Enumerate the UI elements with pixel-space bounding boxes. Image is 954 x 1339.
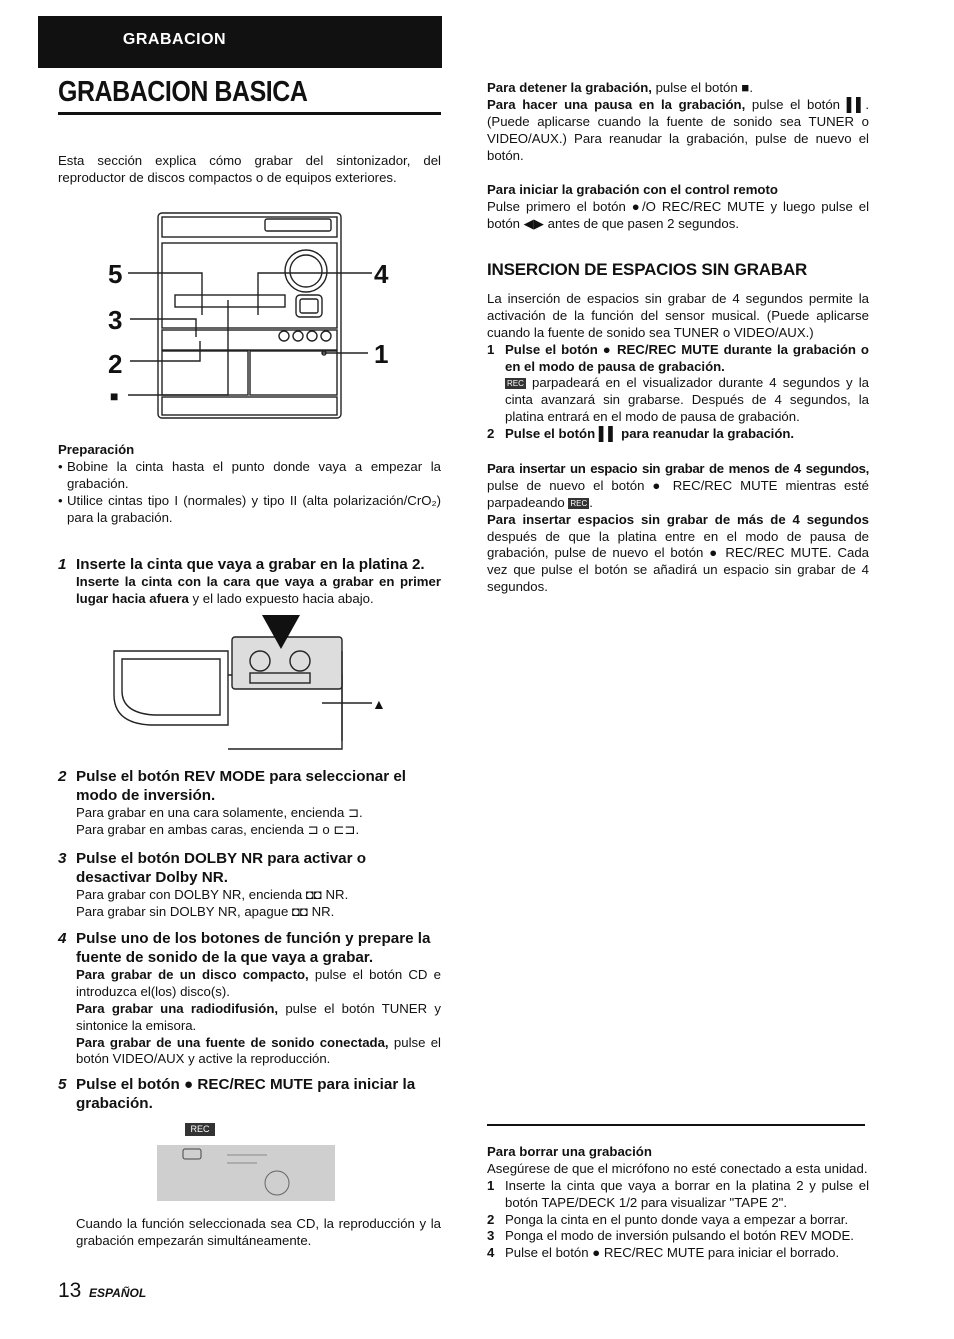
step-4 [58,929,441,1068]
preparation-bullet: • Bobine la cinta hasta el punto donde vaya a empezar la grabación. [58,458,441,491]
borrar-step: 4 Pulse el botón ● REC/REC MUTE para iniciar el borrado. [487,1245,840,1261]
more-than-4-paragraph: Para insertar espacios sin grabar de más de 4 segundos después de que la platina entre en el modo de pausa de grabación, pulse de nuevo el botón ● REC/REC MUTE. Cada vez que pulse el botón se añadirá un espacio sin grabar de 4 segundos. [487,511,869,595]
step-2 [58,767,441,839]
cd-note: Cuando la función seleccionada sea CD, la reproducción y la grabación empezarán simultáneamente. [76,1216,441,1248]
step-body: y el lado expuesto hacia abajo. [188,590,374,606]
borrar-intro: Asegúrese de que el micrófono no esté conectado a esta unidad. [487,1160,868,1176]
rec-indicator: REC [507,379,524,389]
step-5 [58,1075,441,1113]
step-line: Para grabar sin DOLBY NR, apague ◘◘ NR. [76,903,335,919]
step-heading: Pulse el botón REV MODE para seleccionar el modo de inversión. [76,768,407,804]
step-emphasis: Inserte la cinta con la cara que vaya a grabar en primer lugar hacia afuera [76,574,441,606]
stereo-diagram [100,205,400,430]
section-band [38,16,442,68]
diagram-label-1: 1 [374,339,389,369]
borrar-step: 1 Inserte la cinta que vaya a borrar en la platina 2 y pulse el botón TAPE/DECK 1/2 para visualizar "TAPE 2". [487,1177,869,1210]
preparation-bullet: • Utilice cintas tipo I (normales) y tipo II (alta polarización/CrO₂) para la grabación. [58,492,441,525]
remote-heading: Para iniciar la grabación con el control remoto [487,182,778,198]
title-rule [58,112,441,115]
less-than-4-paragraph: Para insertar un espacio sin grabar de menos de 4 segundos, pulse de nuevo el botón ● REC/REC MUTE mientras esté parpadeando REC . [487,461,869,510]
step-number: 1 [58,556,67,573]
step-heading: Pulse el botón DOLBY NR para activar o desactivar Dolby NR. [76,850,367,886]
pause-instruction: Para hacer una pausa en la grabación, pulse el botón ▌▌. (Puede aplicarse cuando la fuente de sonido sea TUNER o VIDEO/AUX.) Para reanudar la grabación, pulse de nuevo el botón. [487,96,869,163]
language-label: ESPAÑOL [89,1286,147,1300]
borrar-step: 3 Ponga el modo de inversión pulsando el botón REV MODE. [487,1228,854,1244]
stop-instruction: Para detener la grabación, pulse el botón ■. [487,80,753,95]
step-item: Para grabar de un disco compacto, pulse el botón CD e introduzca el(los) disco(s). [76,967,442,999]
section-label: GRABACION [122,31,227,48]
step-number: 5 [58,1076,67,1093]
preparation-heading: Preparación [58,442,135,457]
step-item: Para grabar una radiodifusión, pulse el botón TUNER y sintonice la emisora. [76,1000,441,1033]
intro-paragraph: Esta sección explica cómo grabar del sintonizador, del reproductor de discos compactos o de equipos exteriores. [58,153,441,185]
step-heading: Pulse uno de los botones de función y prepare la fuente de sonido de la que vaya a grabar. [76,930,431,966]
step-number: 2 [58,768,67,785]
right-column-top [487,80,869,233]
page-number: 13 [58,1279,82,1302]
borrar-section [487,1144,869,1262]
cassette-insert-diagram [110,615,400,755]
insercion-step-body: REC parpadeará en el visualizador durante 4 segundos y la cinta avanzará sin grabarse. Después de 4 segundos, la platina entrará en el modo de pausa de grabación. [505,375,869,425]
page-footer [58,1278,146,1305]
step-number: 4 [58,930,67,947]
section-rule [487,1124,865,1126]
step-number: 3 [58,850,67,867]
step-line: Para grabar en ambas caras, encienda ⊐ o ⊏⊐. [76,821,360,837]
step-heading: Inserte la cinta que vaya a grabar en la platina 2. [76,556,425,573]
insercion-step: 1 Pulse el botón ● REC/REC MUTE durante la grabación o en el modo de pausa de grabación. [487,341,869,374]
diagram-label-5: 5 [108,259,123,289]
insercion-section [487,291,869,596]
step-heading: Pulse el botón ● REC/REC MUTE para iniciar la grabación. [76,1076,416,1112]
page-title: GRABACION BASICA [58,76,308,108]
diagram-label-2: 2 [108,349,123,379]
remote-text: Pulse primero el botón ●/O REC/REC MUTE y luego pulse el botón ◀▶ antes de que pasen 2 segundos. [487,199,869,232]
insercion-heading: INSERCION DE ESPACIOS SIN GRABAR [487,260,808,279]
rec-indicator: REC [185,1123,215,1136]
insercion-intro: La inserción de espacios sin grabar de 4 segundos permite la activación de la función del sensor musical. (Puede aplicarse cuando la fuente de sonido sea TUNER o VIDEO/AUX.) [487,291,869,340]
borrar-step: 2 Ponga la cinta en el punto donde vaya a empezar a borrar. [487,1211,849,1227]
step-line: Para grabar en una cara solamente, encienda ⊐. [76,805,363,820]
step-3 [58,849,441,921]
step-line: Para grabar con DOLBY NR, encienda ◘◘ NR. [76,887,349,902]
rec-indicator: REC [570,498,588,508]
preparation-section [58,442,441,526]
step-1 [58,555,441,608]
eject-icon: ▲ [372,696,386,712]
insercion-step: 2 Pulse el botón ▌▌ para reanudar la grabación. [487,426,795,442]
display-panel-diagram [157,1145,337,1203]
diagram-label-4: 4 [374,259,389,289]
step-item: Para grabar de una fuente de sonido conectada, pulse el botón VIDEO/AUX y active la reproducción. [76,1034,441,1067]
diagram-label-stop: ■ [110,388,119,404]
diagram-label-3: 3 [108,305,123,335]
borrar-heading: Para borrar una grabación [487,1144,652,1159]
